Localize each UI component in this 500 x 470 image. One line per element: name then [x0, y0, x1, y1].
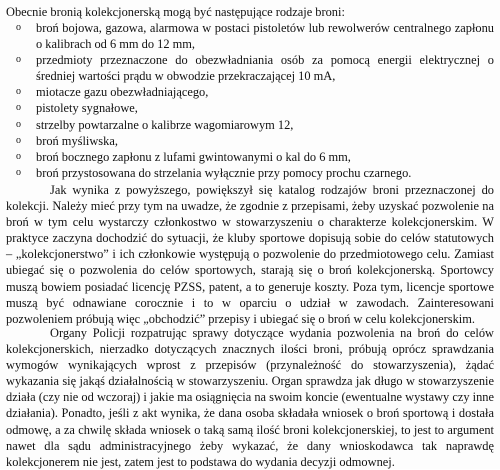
weapon-types-list: [6, 20, 494, 181]
bullet-marker: o: [16, 134, 21, 146]
list-item: [6, 52, 494, 84]
intro-line: Obecnie bronią kolekcjonerską mogą być następujące rodzaje broni:: [6, 5, 345, 19]
list-item-text: broń myśliwska,: [36, 133, 118, 148]
bullet-marker: o: [16, 86, 21, 98]
list-item-text: broń bojowa, gazowa, alarmowa w postaci pistoletów lub rewolwerów centralnego zapłonu o kalibrach od 6 mm do 12 mm,: [36, 21, 494, 52]
list-item: [6, 117, 494, 133]
list-item-text: miotacze gazu obezwładniającego,: [36, 85, 209, 100]
list-item: [6, 133, 494, 149]
bullet-marker: o: [16, 166, 21, 178]
list-item-text: broń przystosowana do strzelania wyłącznie przy pomocy prochu czarnego.: [36, 165, 412, 180]
paragraph-collectors-catalog: Jak wynika z powyższego, powiększył się katalog rodzajów broni przeznaczonej do kolekcji. Należy mieć przy tym na uwadze, że zgodnie z przepisami, żeby uzyskać pozwolenie na broń w tym celu wystarczy członkostwo w stowarzyszeniu o charakterze kolekcjonerskim. W praktyce zaczyna dochodzić do sytuacji, że kluby sportowe dopisują sobie do celów statutowych – „kolekcjonerstwo” i ich członkowie występują o pozwolenie do przedmiotowego celu. Zamiast ubiegać się o pozwolenia do celów sportowych, starają się o broń kolekcjonerską. Sportowcy muszą bowiem posiadać licencję PZSS, patent, a to generuje koszty. Poza tym, licencje sportowe muszą być odnawiane corocznie i to w oparciu o udział w zawodach. Zainteresowani pozwoleniem próbują więc „obchodzić” przepisy i ubiegać się o broń w celu kolekcjonerskim.: [6, 183, 494, 326]
list-item: [6, 165, 494, 181]
list-item-text: pistolety sygnałowe,: [36, 101, 138, 116]
list-item: [6, 84, 494, 100]
list-item: [6, 20, 494, 52]
list-item: [6, 100, 494, 116]
bullet-marker: o: [16, 150, 21, 162]
list-item-text: przedmioty przeznaczone do obezwładniania osób za pomocą energii elektrycznej o średniej wartości prądu w obwodzie przekraczającej 10 mA,: [36, 53, 494, 84]
list-item-text: broń bocznego zapłonu z lufami gwintowanymi o kal do 6 mm,: [36, 149, 351, 164]
bullet-marker: o: [16, 22, 21, 33]
list-item-text: strzelby powtarzalne o kalibrze wagomiarowym 12,: [36, 117, 294, 132]
paragraph-police-procedure: Organy Policji rozpatrując sprawy dotyczące wydania pozwolenia na broń do celów kolekcjonerskich, nierzadko dotyczących znacznych ilości broni, próbują oprócz sprawdzania wymogów wynikających wprost z przepisów (przynależność do stowarzyszenia), żądać wykazania się jakąś działalnością w stowarzyszeniu. Organ sprawdza jak długo w stowarzyszenie działa (czy nie od wczoraj) i jakie ma osiągnięcia na swoim koncie (ewentualne wystawy czy inne działania). Ponadto, jeśli z akt wynika, że dana osoba składała wniosek o broń sportową i dostała odmowę, a za chwilę składa wniosek o taką samą ilość broni kolekcjonerskiej, to jest to argument nawet dla sądu administracyjnego żeby wykazać, że dany wnioskodawca tak naprawdę kolekcjonerem nie jest, zatem jest to podstawa do wydania decyzji odmownej.: [6, 326, 494, 469]
bullet-marker: o: [16, 102, 21, 114]
bullet-marker: o: [16, 54, 21, 66]
bullet-marker: o: [16, 118, 21, 130]
list-item: [6, 149, 494, 165]
